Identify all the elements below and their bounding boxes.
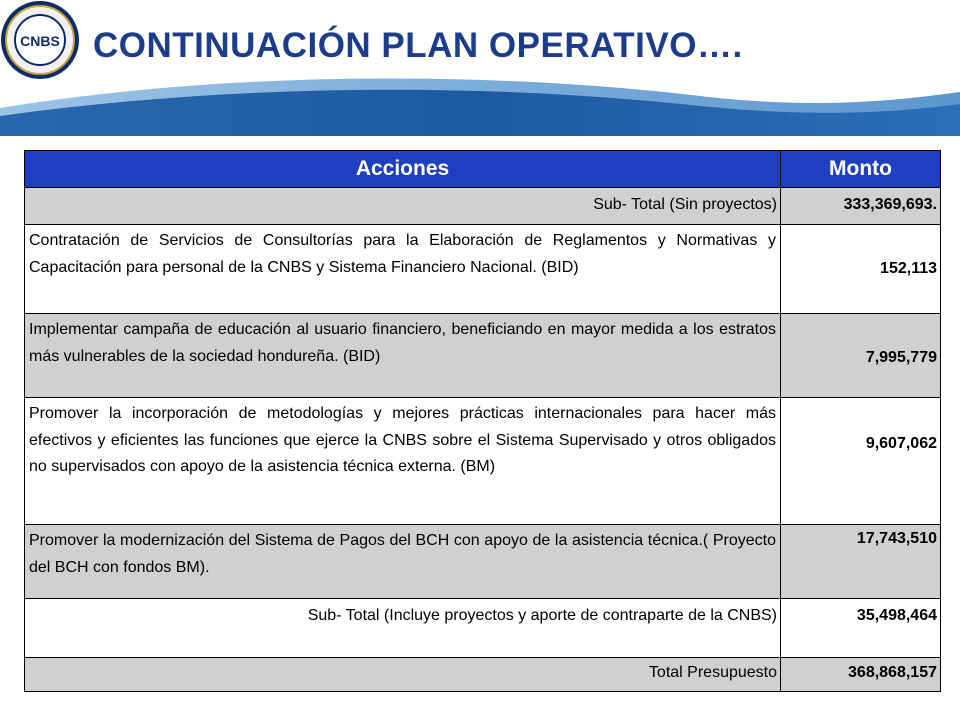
row-action-amount: 7,995,779 — [781, 314, 941, 398]
row-action-text: Promover la incorporación de metodologías y mejores prácticas internacionales para hacer más efectivos y eficientes las funciones que ejerce la CNBS sobre el Sistema Supervisado y otros obligados no supervisados con apoyo de la asistencia técnica externa. (BM) — [25, 398, 781, 525]
table-row — [25, 398, 941, 525]
row-action-amount: 17,743,510 — [781, 525, 941, 599]
table-row — [25, 225, 941, 314]
slide-title: CONTINUACIÓN PLAN OPERATIVO…. — [93, 26, 743, 65]
row-action-text: Contratación de Servicios de Consultorías para la Elaboración de Reglamentos y Normativas y Capacitación para personal de la CNBS y Sistema Financiero Nacional. (BID) — [25, 225, 781, 314]
budget-table-container — [24, 150, 940, 692]
row-action-amount: 152,113 — [781, 225, 941, 314]
header-amount: Monto — [781, 151, 941, 188]
row-subtotal-amount: 333,369,693. — [781, 188, 941, 225]
slide-header — [0, 0, 960, 145]
row-subtotal-label: Sub- Total (Incluye proyectos y aporte de contraparte de la CNBS) — [25, 599, 781, 658]
row-action-text: Implementar campaña de educación al usuario financiero, beneficiando en mayor medida a los estratos más vulnerables de la sociedad hondureña. (BID) — [25, 314, 781, 398]
budget-table — [24, 150, 941, 692]
table-row — [25, 599, 941, 658]
table-row — [25, 314, 941, 398]
table-header-row — [25, 151, 941, 188]
row-total-label: Total Presupuesto — [25, 658, 781, 692]
row-action-text: Promover la modernización del Sistema de Pagos del BCH con apoyo de la asistencia técnica.( Proyecto del BCH con fondos BM). — [25, 525, 781, 599]
table-row — [25, 525, 941, 599]
logo-text: CNBS — [20, 33, 60, 49]
row-subtotal-label: Sub- Total (Sin proyectos) — [25, 188, 781, 225]
table-row — [25, 658, 941, 692]
header-actions: Acciones — [25, 151, 781, 188]
row-action-amount: 9,607,062 — [781, 398, 941, 525]
header-wave-decoration — [0, 0, 960, 145]
cnbs-logo-icon — [0, 0, 80, 80]
row-total-amount: 368,868,157 — [781, 658, 941, 692]
row-subtotal-amount: 35,498,464 — [781, 599, 941, 658]
table-row — [25, 188, 941, 225]
